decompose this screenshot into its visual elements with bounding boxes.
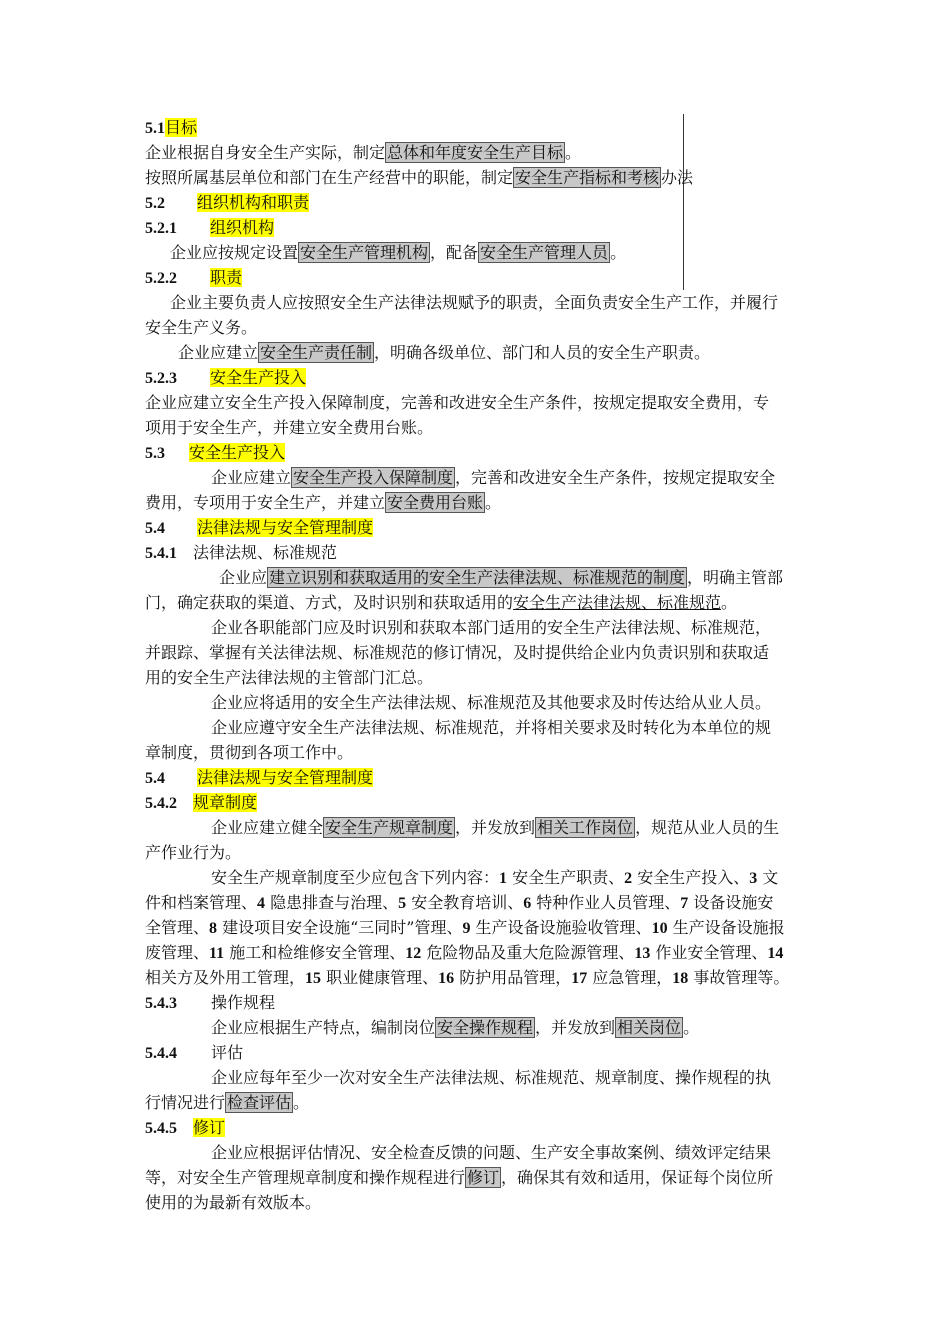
highlight-box: 安全生产规章制度	[325, 818, 454, 837]
para-5-4-1-d-line: 企业应遵守安全生产法律法规、标准规范，并将相关要求及时转化为本单位的规	[211, 718, 772, 737]
section-title: 组织机构和职责	[197, 193, 310, 212]
para-5-2-2-line: 企业主要负责人应按照安全生产法律法规赋予的职责，全面负责安全生产工作，并履行	[170, 293, 779, 312]
section-title: 安全生产投入	[210, 368, 307, 387]
para-5-4-1-c-line: 企业应将适用的安全生产法律法规、标准规范及其他要求及时传达给从业人员。	[211, 693, 772, 712]
para-5-4-5-line2: 等，对安全生产管理规章制度和操作规程进行 修订 ，确保其有效和适用，保证每个岗位所	[145, 1168, 774, 1187]
section-title: 法律法规、标准规范	[193, 543, 338, 562]
section-title: 评估	[211, 1043, 244, 1062]
highlight-box: 安全生产管理机构	[300, 243, 429, 262]
para-5-4-4-line2: 行情况进行 检查评估 。	[145, 1093, 310, 1112]
section-number: 5.4	[145, 770, 165, 787]
para-5-4-2-a-line2: 产作业行为。	[145, 843, 242, 862]
list-line-5: 相关方及外用工管理，15 职业健康管理、16 防护用品管理，17 应急管理，18 事故管理等。	[145, 968, 790, 987]
para-5-4-4-line1: 企业应每年至少一次对安全生产法律法规、标准规范、规章制度、操作规程的执	[211, 1068, 772, 1087]
para-5-4-1-a-line2: 门，确定获取的渠道、方式，及时识别和获取适用的安全生产法律法规、标准规范。	[145, 593, 738, 612]
section-number: 5.2.1	[145, 220, 177, 237]
highlight-box: 安全生产管理人员	[480, 243, 609, 262]
highlight-box: 修订	[467, 1168, 500, 1187]
section-number: 5.2.3	[145, 370, 177, 387]
section-number: 5.4.5	[145, 1120, 177, 1137]
section-number: 5.4.4	[145, 1045, 177, 1062]
heading-5-1	[145, 118, 197, 139]
para-5-4-2-a-line1: 企业应建立健全 安全生产规章制度 ，并发放到 相关工作岗位 ，规范从业人员的生	[211, 818, 780, 837]
heading-5-2-2	[145, 268, 242, 289]
para-5-2-3-line: 企业应建立安全生产投入保障制度，完善和改进安全生产条件，按规定提取安全费用，专	[145, 393, 770, 412]
para-5-4-3: 企业应根据生产特点，编制岗位 安全操作规程 ，并发放到 相关岗位 。	[211, 1018, 700, 1037]
section-number: 5.4.1	[145, 545, 177, 562]
para-5-2-2-b: 企业应建立 安全生产责任制 ，明确各级单位、部门和人员的安全生产职责。	[178, 343, 711, 362]
section-title: 修订	[193, 1118, 226, 1137]
section-title: 职责	[210, 268, 243, 287]
highlight-box: 安全费用台账	[387, 493, 484, 512]
highlight-box: 安全生产投入保障制度	[293, 468, 454, 487]
para-5-1-a: 企业根据自身安全生产实际，制定 总体和年度安全生产目标 。	[145, 143, 582, 162]
para-5-4-1-b-line: 并跟踪、掌握有关法律法规、标准规范的修订情况，及时提供给企业内负责识别和获取适	[145, 643, 770, 662]
highlight-box: 相关工作岗位	[537, 818, 634, 837]
list-line-4: 废管理、11 施工和检维修安全管理、12 危险物品及重大危险源管理、13 作业安全管理、14	[145, 943, 784, 962]
para-5-4-1-b-line: 用的安全生产法律法规的主管部门汇总。	[145, 668, 434, 687]
heading-5-2	[145, 193, 309, 214]
section-title: 安全生产投入	[189, 443, 286, 462]
para-5-3-line2: 费用，专项用于安全生产，并建立 安全费用台账 。	[145, 493, 502, 512]
list-line-1: 安全生产规章制度至少应包含下列内容：1 安全生产职责、2 安全生产投入、3 文	[211, 868, 779, 887]
vertical-rule	[683, 114, 684, 290]
highlight-box: 安全操作规程	[437, 1018, 534, 1037]
para-5-3-line1: 企业应建立 安全生产投入保障制度 ，完善和改进安全生产条件，按规定提取安全	[211, 468, 776, 487]
para-5-4-5-line1: 企业应根据评估情况、安全检查反馈的问题、生产安全事故案例、绩效评定结果	[211, 1143, 772, 1162]
heading-5-4-1	[145, 543, 337, 564]
heading-5-4	[145, 518, 373, 539]
heading-5-4-3	[145, 993, 275, 1014]
heading-5-4-5	[145, 1118, 225, 1139]
section-title: 法律法规与安全管理制度	[197, 518, 374, 537]
para-5-1-b: 按照所属基层单位和部门在生产经营中的职能，制定 安全生产指标和考核 办法	[145, 168, 694, 187]
section-number: 5.4.2	[145, 795, 177, 812]
para-5-4-1-b-line: 企业各职能部门应及时识别和获取本部门适用的安全生产法律法规、标准规范，	[211, 618, 772, 637]
highlight-box: 安全生产指标和考核	[515, 168, 660, 187]
section-number: 5.3	[145, 445, 165, 462]
section-number: 5.1	[145, 120, 165, 137]
para-5-2-3-line: 项用于安全生产，并建立安全费用台账。	[145, 418, 434, 437]
section-title: 规章制度	[193, 793, 258, 812]
para-5-2-1: 企业应按规定设置 安全生产管理机构 ，配备 安全生产管理人员 。	[170, 243, 627, 262]
para-5-4-1-a-line1: 企业应 建立识别和获取适用的安全生产法律法规、标准规范的制度 ，明确主管部	[219, 568, 784, 587]
highlight-box: 安全生产责任制	[260, 343, 373, 362]
section-number: 5.4.3	[145, 995, 177, 1012]
para-5-4-5-line3: 使用的为最新有效版本。	[145, 1193, 322, 1212]
highlight-box: 总体和年度安全生产目标	[387, 143, 564, 162]
heading-5-2-1	[145, 218, 274, 239]
section-title: 目标	[165, 118, 198, 137]
heading-5-3	[145, 443, 285, 464]
heading-5-4-4	[145, 1043, 243, 1064]
section-title: 组织机构	[210, 218, 275, 237]
section-title: 法律法规与安全管理制度	[197, 768, 374, 787]
para-5-4-1-d-line: 章制度，贯彻到各项工作中。	[145, 743, 354, 762]
highlight-box: 检查评估	[227, 1093, 292, 1112]
section-number: 5.2	[145, 195, 165, 212]
highlight-box: 建立识别和获取适用的安全生产法律法规、标准规范的制度	[269, 568, 686, 587]
para-5-2-2-line: 安全生产义务。	[145, 318, 258, 337]
heading-5-2-3	[145, 368, 306, 389]
list-line-2: 件和档案管理、4 隐患排查与治理、5 安全教育培训、6 特种作业人员管理、7 设备设施安	[145, 893, 774, 912]
underlined-text: 安全生产法律法规、标准规范	[513, 593, 722, 612]
section-number: 5.2.2	[145, 270, 177, 287]
list-line-3: 全管理、8 建设项目安全设施“三同时”管理、9 生产设备设施验收管理、10 生产设备设施报	[145, 918, 785, 937]
section-title: 操作规程	[211, 993, 276, 1012]
heading-5-4-repeat	[145, 768, 373, 789]
highlight-box: 相关岗位	[617, 1018, 682, 1037]
heading-5-4-2	[145, 793, 257, 814]
section-number: 5.4	[145, 520, 165, 537]
